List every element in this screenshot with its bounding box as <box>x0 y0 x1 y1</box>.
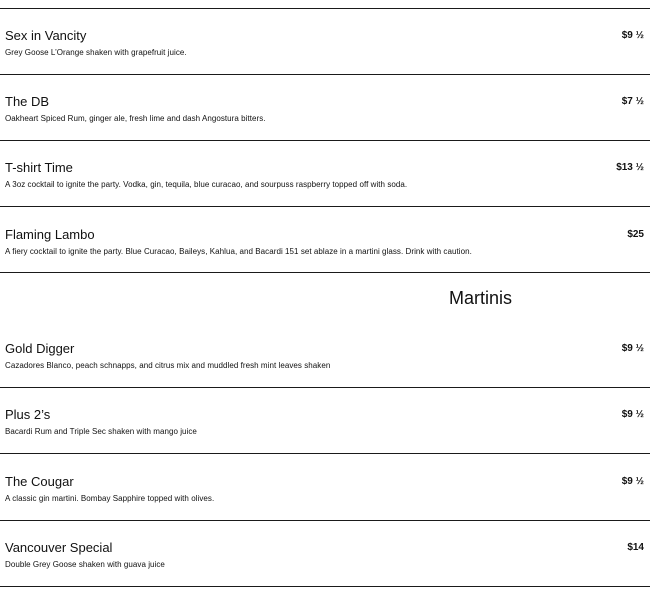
item-price: $14 <box>627 542 644 553</box>
item-price: $9 ½ <box>621 30 644 41</box>
divider <box>0 8 650 9</box>
item-name: Flaming Lambo <box>5 227 95 242</box>
item-price: $9 ½ <box>621 343 644 354</box>
divider <box>0 206 650 207</box>
item-price: $9 ½ <box>621 476 644 487</box>
item-description: Cazadores Blanco, peach schnapps, and citrus mix and muddled fresh mint leaves shaken <box>5 361 331 370</box>
item-name: The DB <box>5 94 50 109</box>
divider <box>0 272 650 273</box>
item-name: T-shirt Time <box>5 160 73 175</box>
item-price: $9 ½ <box>621 409 644 420</box>
divider <box>0 586 650 587</box>
item-price: $13 ½ <box>616 162 644 173</box>
item-price: $25 <box>627 229 644 240</box>
item-description: Bacardi Rum and Triple Sec shaken with mango juice <box>5 427 197 436</box>
item-name: Plus 2’s <box>5 407 51 422</box>
divider <box>0 520 650 521</box>
item-name: The Cougar <box>5 474 74 489</box>
divider <box>0 453 650 454</box>
item-description: Grey Goose L’Orange shaken with grapefruit juice. <box>5 48 187 57</box>
item-description: Oakheart Spiced Rum, ginger ale, fresh lime and dash Angostura bitters. <box>5 114 266 123</box>
item-name: Gold Digger <box>5 341 75 356</box>
item-name: Sex in Vancity <box>5 28 87 43</box>
divider <box>0 140 650 141</box>
divider <box>0 387 650 388</box>
item-description: Double Grey Goose shaken with guava juice <box>5 560 165 569</box>
divider <box>0 74 650 75</box>
item-description: A 3oz cocktail to ignite the party. Vodka, gin, tequila, blue curacao, and sourpuss raspberry topped off with soda. <box>5 180 408 189</box>
item-description: A classic gin martini. Bombay Sapphire topped with olives. <box>5 494 215 503</box>
item-name: Vancouver Special <box>5 540 113 555</box>
item-price: $7 ½ <box>621 96 644 107</box>
item-description: A fiery cocktail to ignite the party. Blue Curacao, Baileys, Kahlua, and Bacardi 151 set ablaze in a martini glass. Drink with caution. <box>5 247 472 256</box>
section-title-martinis: Martinis <box>449 288 513 308</box>
